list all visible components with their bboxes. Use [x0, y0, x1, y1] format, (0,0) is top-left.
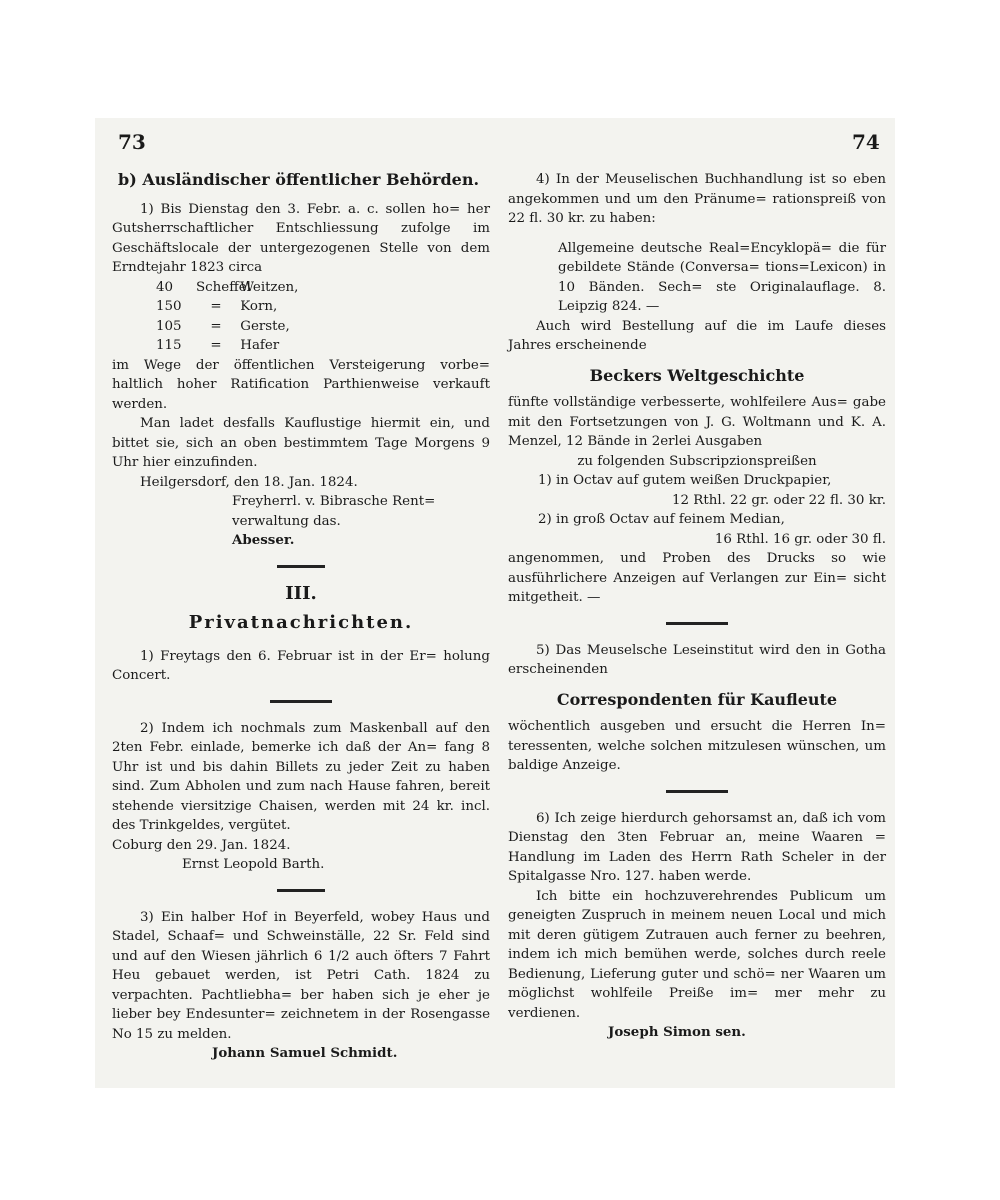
- page-number-left: 73: [118, 130, 146, 154]
- item-6-text: Ich bitte ein hochzuverehrendes Publicum um geneigten Zuspruch in meinem neuen Local und mich mit deren gütigem Zutrauen auch ferner zu beehren, indem ich mich bemühen werde, solches durch reele Bedienung, Lieferung guter und schö= ner Waaren um möglichst wohlfeile Preiße im= mer mehr zu verdienen.: [508, 888, 886, 1021]
- price-option-1: 1) in Octav auf gutem weißen Druckpapier,: [538, 473, 832, 488]
- price-option-1-price: 12 Rthl. 22 gr. oder 22 fl. 30 kr.: [671, 492, 886, 508]
- private-item-2: 2) Indem ich nochmals zum Maskenball auf den 2ten Febr. einlade, bemerke ich daß der An= fang 8 Uhr ist und bis dahin Billets zu jeder Zeit zu haben sind. Zum Abholen und zum nach Hause fahren, bereit stehende viersitzige Chaisen, werden mit 24 kr. incl. des Trinkgeldes, vergütet.: [112, 720, 490, 833]
- private-item-5: 5) Das Meuselsche Leseinstitut wird den in Gotha erscheinenden: [508, 642, 886, 677]
- periodical-heading: Correspondenten für Kaufleute: [556, 689, 838, 709]
- notice-1-signature: verwaltung das.: [232, 513, 341, 529]
- section-title: Privatnachrichten.: [188, 612, 414, 633]
- section-numeral: III.: [285, 582, 317, 604]
- book-title: Allgemeine deutsche Real=Encyklopä= die für gebildete Stände (Conversa= tions=Lexicon) in 10 Bänden. Sech= ste Originalauflage. 8. Leipzig 824. —: [558, 240, 886, 314]
- divider-rule: [666, 790, 728, 793]
- grain-row: 150 = Korn,: [156, 299, 278, 314]
- spacer: [508, 229, 886, 239]
- private-item-6: 6) Ich zeige hierdurch gehorsamst an, daß ich vom Dienstag den 3ten Februar an, meine Waaren = Handlung im Laden des Herrn Rath Scheler in der Spitalgasse Nro. 127. haben werde.: [508, 810, 886, 884]
- notice-1-continuation: im Wege der öffentlichen Versteigerung vorbe= haltlich hoher Ratification Parthienweise verkauft werden.: [112, 357, 490, 412]
- grain-list: [156, 278, 490, 356]
- private-item-4: 4) In der Meuselischen Buchhandlung ist so eben angekommen und um den Pränume= rationspreiß von 22 fl. 30 kr. zu haben:: [508, 172, 886, 226]
- item-6-signature: Joseph Simon sen.: [608, 1024, 746, 1040]
- right-column: [508, 170, 886, 1043]
- notice-1-place-date: Heilgersdorf, den 18. Jan. 1824.: [140, 474, 358, 490]
- item-2-place-date: Coburg den 29. Jan. 1824.: [112, 837, 291, 853]
- grain-row: 40 Scheffel Weitzen,: [156, 279, 299, 295]
- page-number-right: 74: [852, 130, 880, 154]
- notice-1-text: 1) Bis Dienstag den 3. Febr. a. c. sollen ho= her Gutsherrschaftlicher Entschliessung zufolge im Geschäftslocale der untergezogenen Stelle von dem Erndtejahr 1823 circa: [112, 201, 490, 275]
- notice-1-invitation: Man ladet desfalls Kauflustige hiermit ein, und bittet sie, sich an oben bestimmtem Tage Morgens 9 Uhr hier einzufinden.: [112, 416, 490, 470]
- notice-1-signature: Abesser.: [232, 532, 295, 548]
- book-heading: Beckers Weltgeschichte: [589, 365, 805, 385]
- grain-row: 105 = Gerste,: [156, 318, 290, 334]
- left-column: [112, 170, 490, 1064]
- grain-row: 115 = Hafer: [156, 338, 280, 353]
- section-heading: b) Ausländischer öffentlicher Behörden.: [118, 170, 480, 189]
- divider-rule: [666, 622, 728, 625]
- item-4-prices-intro: zu folgenden Subscripzionspreißen: [577, 453, 817, 469]
- price-option-2: 2) in groß Octav auf feinem Median,: [538, 512, 785, 527]
- price-option-2-price: 16 Rthl. 16 gr. oder 30 fl.: [714, 531, 886, 547]
- item-4-order: Auch wird Bestellung auf die im Laufe dieses Jahres erscheinende: [508, 318, 886, 353]
- divider-rule: [270, 700, 332, 703]
- item-4-description: fünfte vollständige verbesserte, wohlfeilere Aus= gabe mit den Fortsetzungen von J. G. Woltmann und K. A. Menzel, 12 Bände in 2erlei Ausgaben: [508, 395, 886, 449]
- notice-1-signature: Freyherrl. v. Bibrasche Rent=: [232, 494, 436, 509]
- item-3-signature: Johann Samuel Schmidt.: [212, 1045, 398, 1061]
- divider-rule: [277, 889, 325, 892]
- divider-rule: [277, 565, 325, 568]
- private-item-1: 1) Freytags den 6. Februar ist in der Er= holung Concert.: [112, 648, 490, 683]
- item-4-closing: angenommen, und Proben des Drucks so wie ausführlichere Anzeigen auf Verlangen zur Ein= sicht mitgetheit. —: [508, 551, 886, 605]
- private-item-3: 3) Ein halber Hof in Beyerfeld, wobey Haus und Stadel, Schaaf= und Schweinställe, 22 Sr. Feld sind und auf den Wiesen jährlich 6 1/2 auch öfters 7 Fahrt Heu gebauet werden, ist Petri Cath. 1824 zu verpachten. Pachtliebha= ber haben sich je eher je lieber bey Endesunter= zeichnetem in der Rosengasse No 15 zu melden.: [112, 909, 490, 1042]
- item-5-text: wöchentlich ausgeben und ersucht die Herren In= teressenten, welche solchen mitzulesen wünschen, um baldige Anzeige.: [508, 719, 886, 773]
- item-2-signature: Ernst Leopold Barth.: [182, 857, 325, 872]
